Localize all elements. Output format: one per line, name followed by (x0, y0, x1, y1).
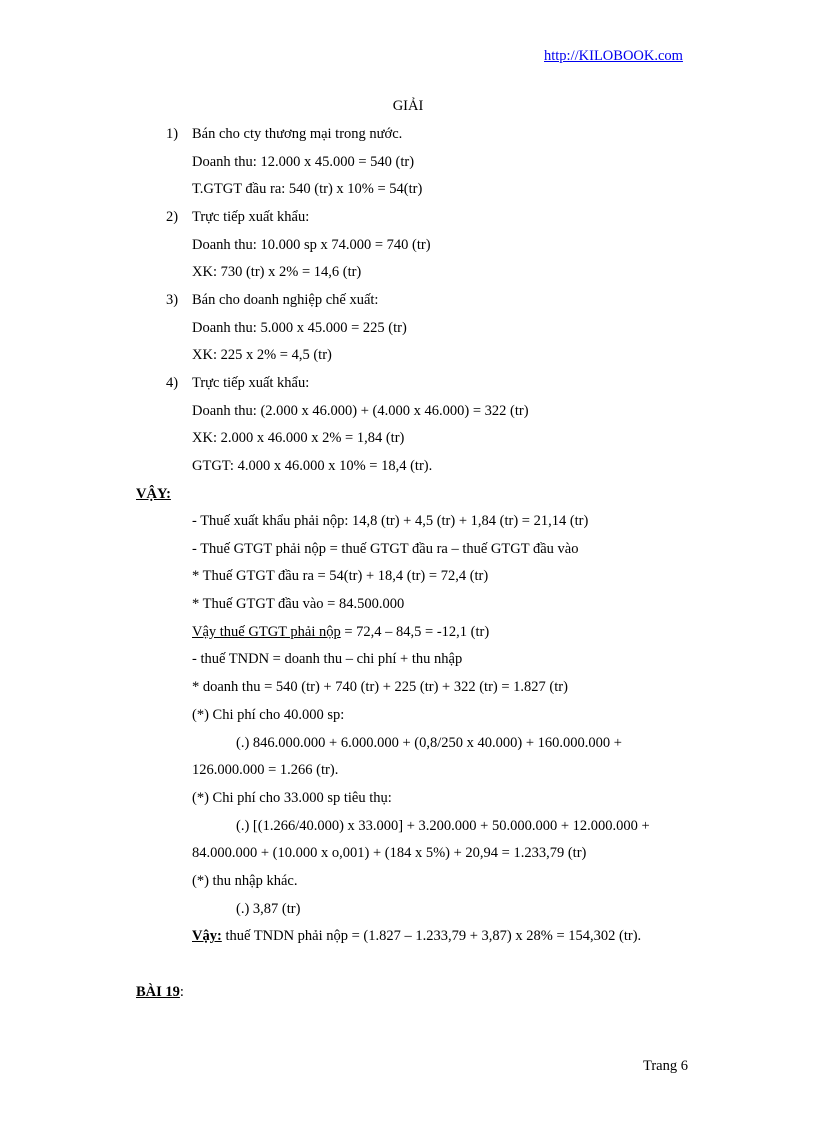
item-4-line-1: Doanh thu: (2.000 x 46.000) + (4.000 x 46.000) = 322 (tr) (192, 403, 529, 419)
item-2-line-2: XK: 730 (tr) x 2% = 14,6 (tr) (192, 264, 362, 280)
vat-result-value: = 72,4 – 84,5 = -12,1 (tr) (340, 624, 490, 640)
item-heading-text: Bán cho cty thương mại trong nước. (192, 126, 403, 142)
summary-line-cit-formula: - thuế TNDN = doanh thu – chi phí + thu nhập (192, 651, 463, 667)
summary-line-vat-input: * Thuế GTGT đầu vào = 84.500.000 (192, 596, 405, 612)
item-3-line-1: Doanh thu: 5.000 x 45.000 = 225 (tr) (192, 320, 407, 336)
next-exercise-heading (136, 983, 184, 1001)
summary-line-vat-formula: - Thuế GTGT phải nộp = thuế GTGT đầu ra – thuế GTGT đầu vào (192, 541, 579, 557)
header-link[interactable]: http://KILOBOOK.com (544, 48, 683, 64)
cit-result-value: thuế TNDN phải nộp = (1.827 – 1.233,79 + 3,87) x 28% = 154,302 (tr). (221, 928, 642, 944)
summary-line-cit-result (192, 927, 641, 945)
page-title: GIẢI (392, 98, 424, 114)
summary-line-revenue: * doanh thu = 540 (tr) + 740 (tr) + 225 (tr) + 322 (tr) = 1.827 (tr) (192, 679, 568, 695)
item-3-heading (166, 291, 378, 309)
summary-line-cost-33000-calc: (.) [(1.266/40.000) x 33.000] + 3.200.000 + 50.000.000 + 12.000.000 + (236, 818, 650, 834)
item-4-line-2: XK: 2.000 x 46.000 x 2% = 1,84 (tr) (192, 430, 405, 446)
summary-line-vat-result (192, 623, 489, 641)
summary-line-cost-40000-result: 126.000.000 = 1.266 (tr). (192, 762, 339, 778)
summary-line-export-tax: - Thuế xuất khẩu phải nộp: 14,8 (tr) + 4,5 (tr) + 1,84 (tr) = 21,14 (tr) (192, 513, 589, 529)
item-number: 3) (166, 292, 179, 308)
page-number: Trang 6 (643, 1058, 688, 1074)
cit-result-label: Vậy: (192, 928, 222, 944)
item-2-heading (166, 208, 309, 226)
item-4-heading (166, 374, 309, 392)
item-1-line-1: Doanh thu: 12.000 x 45.000 = 540 (tr) (192, 154, 415, 170)
item-1-heading (166, 125, 402, 143)
summary-line-cost-33000-result: 84.000.000 + (10.000 x o,001) + (184 x 5%) + 20,94 = 1.233,79 (tr) (192, 845, 587, 861)
summary-line-other-income: (*) thu nhập khác. (192, 873, 298, 889)
summary-line-cost-40000: (*) Chi phí cho 40.000 sp: (192, 707, 345, 723)
summary-line-other-income-value: (.) 3,87 (tr) (236, 901, 301, 917)
summary-line-cost-33000: (*) Chi phí cho 33.000 sp tiêu thụ: (192, 790, 392, 806)
item-heading-text: Trực tiếp xuất khẩu: (192, 209, 310, 225)
item-2-line-1: Doanh thu: 10.000 sp x 74.000 = 740 (tr) (192, 237, 431, 253)
next-exercise-colon: : (179, 984, 184, 1000)
item-4-line-3: GTGT: 4.000 x 46.000 x 10% = 18,4 (tr). (192, 458, 433, 474)
summary-line-vat-output: * Thuế GTGT đầu ra = 54(tr) + 18,4 (tr) = 72,4 (tr) (192, 568, 489, 584)
item-heading-text: Trực tiếp xuất khẩu: (192, 375, 310, 391)
item-3-line-2: XK: 225 x 2% = 4,5 (tr) (192, 347, 332, 363)
item-1-line-2: T.GTGT đầu ra: 540 (tr) x 10% = 54(tr) (192, 181, 423, 197)
item-heading-text: Bán cho doanh nghiệp chế xuất: (192, 292, 379, 308)
item-number: 2) (166, 209, 179, 225)
next-exercise-label: BÀI 19 (136, 984, 180, 1000)
item-number: 4) (166, 375, 179, 391)
vat-result-label: Vậy thuế GTGT phải nộp (192, 624, 341, 640)
item-number: 1) (166, 126, 179, 142)
summary-line-cost-40000-calc: (.) 846.000.000 + 6.000.000 + (0,8/250 x 40.000) + 160.000.000 + (236, 735, 622, 751)
summary-heading: VẬY: (136, 486, 171, 502)
